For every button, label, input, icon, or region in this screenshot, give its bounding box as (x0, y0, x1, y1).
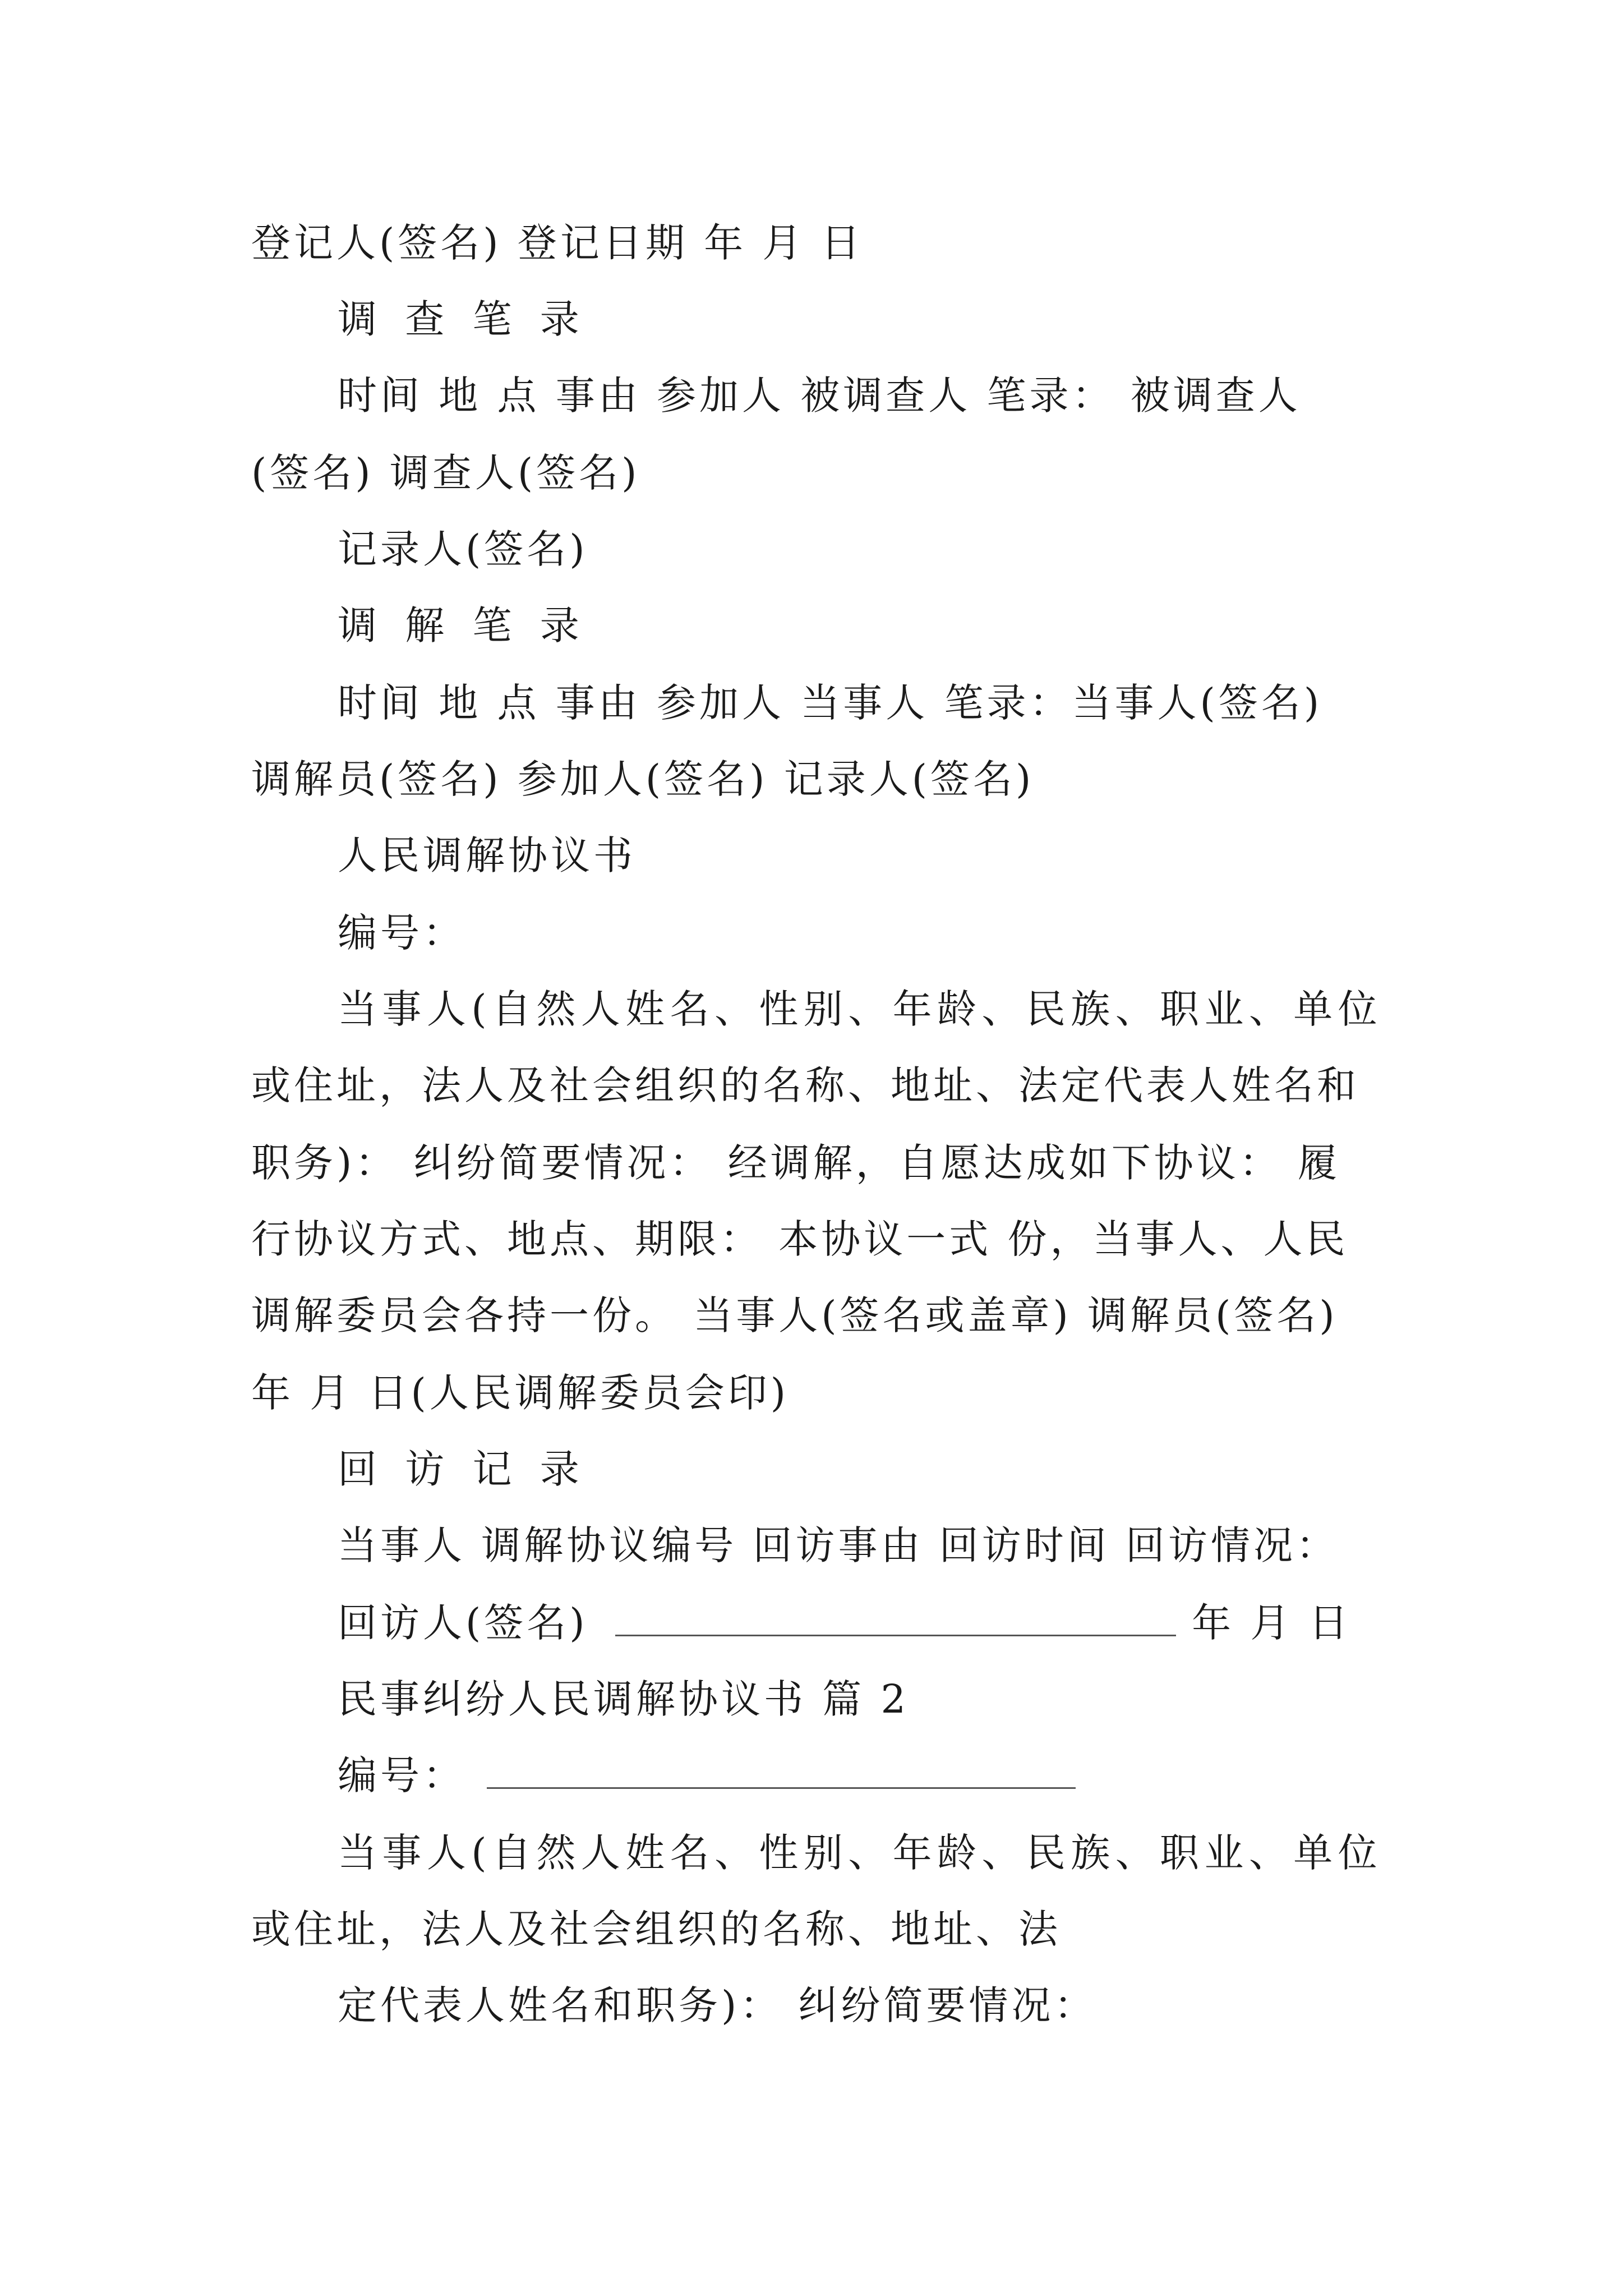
agreement-2-party-line-1: 当 事 人 ( 自 然 人 姓 名 、 性 别 、 年 龄 、 民 族 、 职 业 、 单 位 (338, 1830, 1381, 1876)
mediation-record-heading: 调 解 笔 录 (338, 602, 587, 648)
agreement-2-party-line-3: 定代表人姓名和职务)： 纠纷简要情况： (338, 1982, 1097, 2028)
recorder-signature-line: 记录人(签名) (338, 526, 588, 572)
investigation-fields-line: 时间 地 点 事由 参加人 被调查人 笔录： 被调查人 (338, 372, 1301, 418)
agreement-date-seal-line: 年 月 日(人民调解委员会印) (251, 1370, 790, 1416)
agreement-2-title: 民事纠纷人民调解协议书 篇 2 (338, 1676, 910, 1722)
agreement-party-line-2: 或住址，法人及社会组织的名称、地址、法定代表人姓名和 (251, 1062, 1359, 1108)
signature-blank-underline (615, 1631, 1176, 1636)
agreement-party-line-1: 当 事 人 ( 自 然 人 姓 名 、 性 别 、 年 龄 、 民 族 、 职 业 、 单 位 (338, 986, 1381, 1032)
agreement-party-line-3: 职务)： 纠纷简要情况： 经调解，自愿达成如下协议： 履 (251, 1140, 1341, 1186)
number-blank-underline (487, 1784, 1076, 1789)
agreement-number-label: 编号： (338, 910, 465, 956)
mediation-signature-line: 调解员(签名) 参加人(签名) 记录人(签名) (251, 756, 1035, 802)
investigation-record-heading: 调 查 笔 录 (338, 296, 587, 342)
investigation-signature-line: (签名) 调查人(签名) (251, 450, 640, 496)
agreement-2-party-line-2: 或住址，法人及社会组织的名称、地址、法 (251, 1906, 1061, 1952)
agreement-2-number-line (338, 1752, 1076, 1798)
follow-up-date-label: 年 月 日 (1192, 1600, 1352, 1646)
agreement-2-number-label: 编号： (338, 1752, 465, 1798)
mediation-fields-line: 时间 地 点 事由 参加人 当事人 笔录：当事人(签名) (338, 680, 1323, 726)
agreement-party-line-4: 行协议方式、地点、期限： 本协议一式 份，当事人、人民 (251, 1216, 1349, 1262)
agreement-party-line-5: 调解委员会各持一份。 当事人(签名或盖章) 调解员(签名) (251, 1292, 1338, 1338)
agreement-title: 人民调解协议书 (338, 832, 636, 878)
follow-up-signer-label: 回访人(签名) (338, 1600, 588, 1646)
follow-up-record-heading: 回 访 记 录 (338, 1446, 587, 1492)
registrar-signature-line: 登记人(签名) 登记日期 年 月 日 (251, 220, 864, 266)
follow-up-signature-line (338, 1600, 1352, 1646)
follow-up-fields-line: 当事人 调解协议编号 回访事由 回访时间 回访情况： (338, 1522, 1339, 1568)
